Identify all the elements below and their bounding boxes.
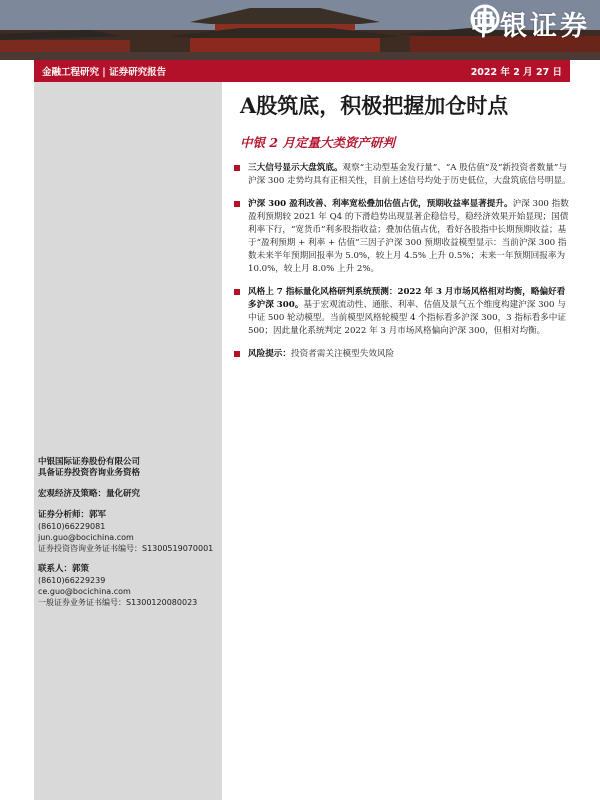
bullet-lead: 沪深 300 盈利改善、利率宽松叠加估值占优，预期收益率显著提升。 bbox=[248, 199, 513, 209]
contact-phone: (8610)66229239 bbox=[38, 576, 106, 585]
bullet-square-icon bbox=[234, 289, 240, 295]
bullet-item bbox=[232, 198, 572, 276]
bullet-body: 基于宏观流动性、通胀、利率、估值及景气五个维度构建沪深 300 与中证 500 轮动模型。当前模型风格轮模型 4 个指标看多沪深 300，3 指标看多中证 500；因此量化系统判定 2022 年 3 月市场风格偏向沪深 300，但相对均衡。 bbox=[248, 300, 566, 336]
bullet-lead: 风险提示： bbox=[248, 349, 291, 359]
bullet-item bbox=[232, 162, 572, 188]
bank-of-china-logo-icon bbox=[470, 4, 500, 34]
analyst-email[interactable]: jun.guo@bocichina.com bbox=[38, 533, 134, 542]
bullet-lead: 三大信号显示大盘筑底。 bbox=[248, 163, 343, 173]
bullet-square-icon bbox=[234, 351, 240, 357]
contact-name: 联系人：郭策 bbox=[38, 564, 90, 574]
contact-email[interactable]: ce.guo@bocichina.com bbox=[38, 587, 131, 596]
analyst-phone: (8610)66229081 bbox=[38, 522, 106, 531]
company-info bbox=[38, 457, 220, 608]
bullet-body: 投资者需关注模型失效风险 bbox=[290, 349, 395, 359]
bullet-body: 沪深 300 指数盈利预期较 2021 年 Q4 的下滑趋势出现显著企稳信号，稳经济效果开始显现；国债利率下行，“宽货币”利多股指收益；叠加估值占优，看好各股指中长期预期收益；基于“盈利预期 + 利率 + 估值”三因子沪深 300 预期收益模型显示：当前沪深 300 指数未来半年预期回报率为 5.0%，较上月 4.5% 上升 0.5%；未来一年预期回报率为 10.0%，较上月 8.0% 上升 2%。 bbox=[248, 199, 569, 274]
brand-name: 中银证券 bbox=[470, 11, 590, 42]
contact-cert: 一般证券业务证书编号：S1300120080023 bbox=[38, 598, 198, 607]
report-title: A股筑底，积极把握加仓时点 bbox=[240, 93, 509, 118]
bullet-item bbox=[232, 348, 572, 361]
bullet-lead: 风格上 7 指标量化风格研判系统预测：2022 年 3 月市场风格相对均衡，略偏好看多沪深 300。 bbox=[248, 287, 566, 310]
left-sidebar bbox=[34, 82, 222, 800]
bullet-square-icon bbox=[234, 165, 240, 171]
company-qualification: 具备证券投资咨询业务资格 bbox=[38, 468, 141, 478]
report-category: 金融工程研究 | 证券研究报告 bbox=[42, 67, 167, 78]
summary-bullets bbox=[232, 162, 572, 371]
bullet-body: 观察“主动型基金发行量”、“A 股估值”及“新投资者数量”与沪深 300 走势均具有正相关性，目前上述信号均处于历史低位，大盘筑底信号明显。 bbox=[248, 163, 571, 186]
brand-logo bbox=[470, 4, 590, 43]
header-banner bbox=[0, 0, 600, 60]
strategy-label: 宏观经济及策略：量化研究 bbox=[38, 489, 141, 499]
bullet-item bbox=[232, 286, 572, 338]
company-name: 中银国际证券股份有限公司 bbox=[38, 457, 141, 467]
report-date: 2022 年 2 月 27 日 bbox=[470, 67, 562, 78]
report-subtitle: 中银 2 月定量大类资产研判 bbox=[240, 135, 395, 150]
analyst-cert: 证券投资咨询业务证书编号：S1300519070001 bbox=[38, 544, 214, 553]
analyst-name: 证券分析师：郭军 bbox=[38, 510, 107, 520]
bullet-square-icon bbox=[234, 201, 240, 207]
report-category-bar bbox=[34, 60, 570, 82]
